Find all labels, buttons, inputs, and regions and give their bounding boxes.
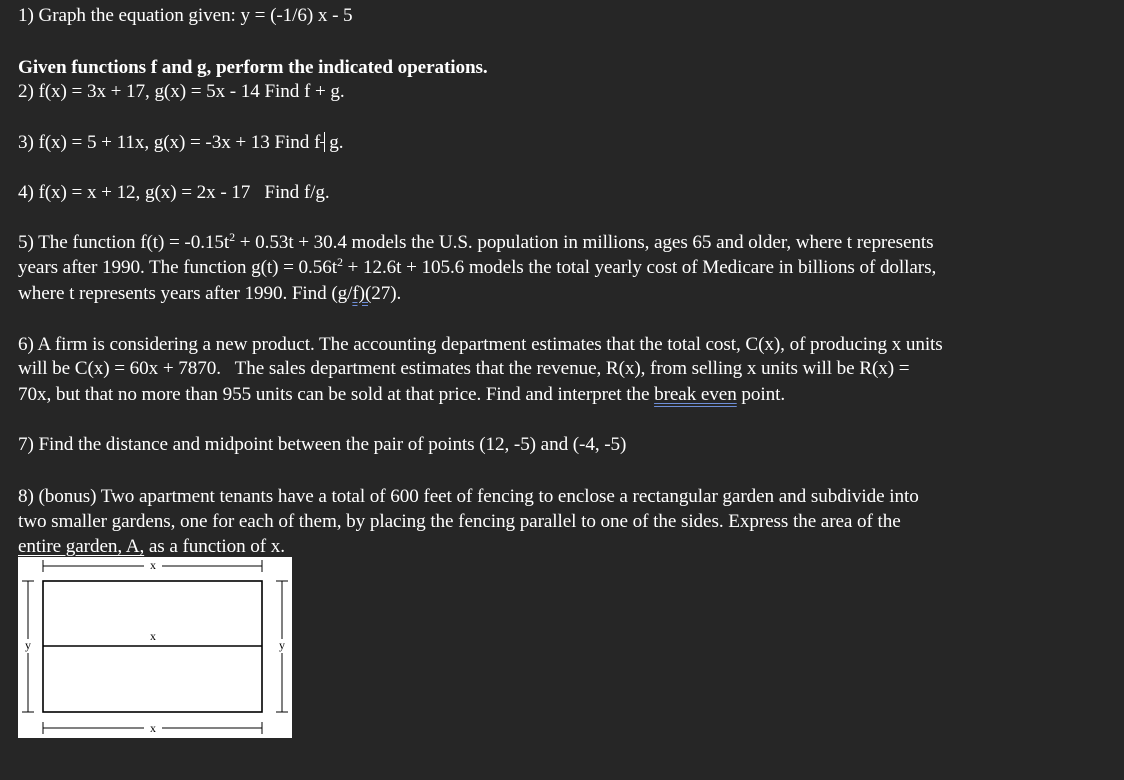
question-3 (18, 131, 343, 155)
question-3-text-start: 3) f(x) = 5 + 11x, g(x) = -3x + 13 Find f (18, 132, 321, 153)
garden-diagram-svg (18, 557, 292, 738)
garden-diagram (18, 557, 292, 738)
question-5-line-3 (18, 282, 401, 306)
question-6-flagged-text[interactable]: break even (654, 384, 737, 405)
question-5-line-2-end: + 12.6t + 105.6 models the total yearly cost of Medicare in billions of dollars, (342, 257, 937, 278)
diagram-label-right-y: y (279, 638, 285, 652)
question-8-line-1-text: 8) (bonus) Two apartment tenants have a total of 600 feet of fencing to enclose a rectangular garden and subdivide into (18, 486, 919, 507)
diagram-label-top-x: x (150, 558, 156, 572)
section-heading (18, 56, 488, 80)
question-5-exponent-1: 2 (229, 230, 236, 244)
question-5-line-1-end: + 0.53t + 30.4 models the U.S. population in millions, ages 65 and older, where t represents (235, 232, 934, 253)
question-5-flagged-text[interactable]: f)( (352, 283, 372, 304)
diagram-label-bottom-x: x (150, 721, 156, 735)
question-4-text: 4) f(x) = x + 12, g(x) = 2x - 17 Find f/g. (18, 182, 330, 203)
question-6-line-1-text: 6) A firm is considering a new product. The accounting department estimates that the total cost, C(x), of producing x units (18, 334, 943, 355)
question-5-line-2 (18, 256, 936, 280)
question-5-line-3-end: 27). (371, 283, 402, 304)
question-7-text: 7) Find the distance and midpoint between the pair of points (12, -5) and (-4, -5) (18, 434, 627, 455)
diagram-label-left-y: y (25, 638, 31, 652)
question-5-line-1-start: 5) The function f(t) = -0.15t (18, 232, 230, 253)
text-cursor-icon (320, 132, 329, 152)
question-8-line-2 (18, 510, 901, 534)
question-1 (18, 4, 353, 28)
question-2 (18, 80, 345, 104)
question-6-line-2-text: will be C(x) = 60x + 7870. The sales department estimates that the revenue, R(x), from selling x units will be R(x) = (18, 358, 910, 379)
question-2-text: 2) f(x) = 3x + 17, g(x) = 5x - 14 Find f + g. (18, 81, 345, 102)
question-8-underlined-text: entire garden, A, (18, 536, 145, 557)
diagram-label-middle-x: x (150, 629, 156, 643)
question-4 (18, 181, 330, 205)
question-3-text-end: g. (329, 132, 344, 153)
question-5-line-3-start: where t represents years after 1990. Find (g/ (18, 283, 353, 304)
question-6-line-3 (18, 383, 785, 407)
question-8-line-3-end: as a function of x. (144, 536, 285, 557)
question-5-exponent-2: 2 (336, 255, 343, 269)
question-6-line-1 (18, 333, 943, 357)
question-8-line-2-text: two smaller gardens, one for each of them, by placing the fencing parallel to one of the sides. Express the area of the (18, 511, 901, 532)
question-5-line-2-start: years after 1990. The function g(t) = 0.56t (18, 257, 337, 278)
section-heading-text: Given functions f and g, perform the indicated operations. (18, 57, 488, 78)
question-1-text: 1) Graph the equation given: y = (-1/6) x - 5 (18, 5, 353, 26)
question-6-line-2 (18, 357, 909, 381)
question-8-line-1 (18, 485, 919, 509)
question-7 (18, 433, 626, 457)
question-6-line-3-start: 70x, but that no more than 955 units can be sold at that price. Find and interpret the (18, 384, 655, 405)
question-8-line-3 (18, 535, 285, 559)
question-6-line-3-end: point. (736, 384, 786, 405)
question-5-line-1 (18, 231, 934, 255)
